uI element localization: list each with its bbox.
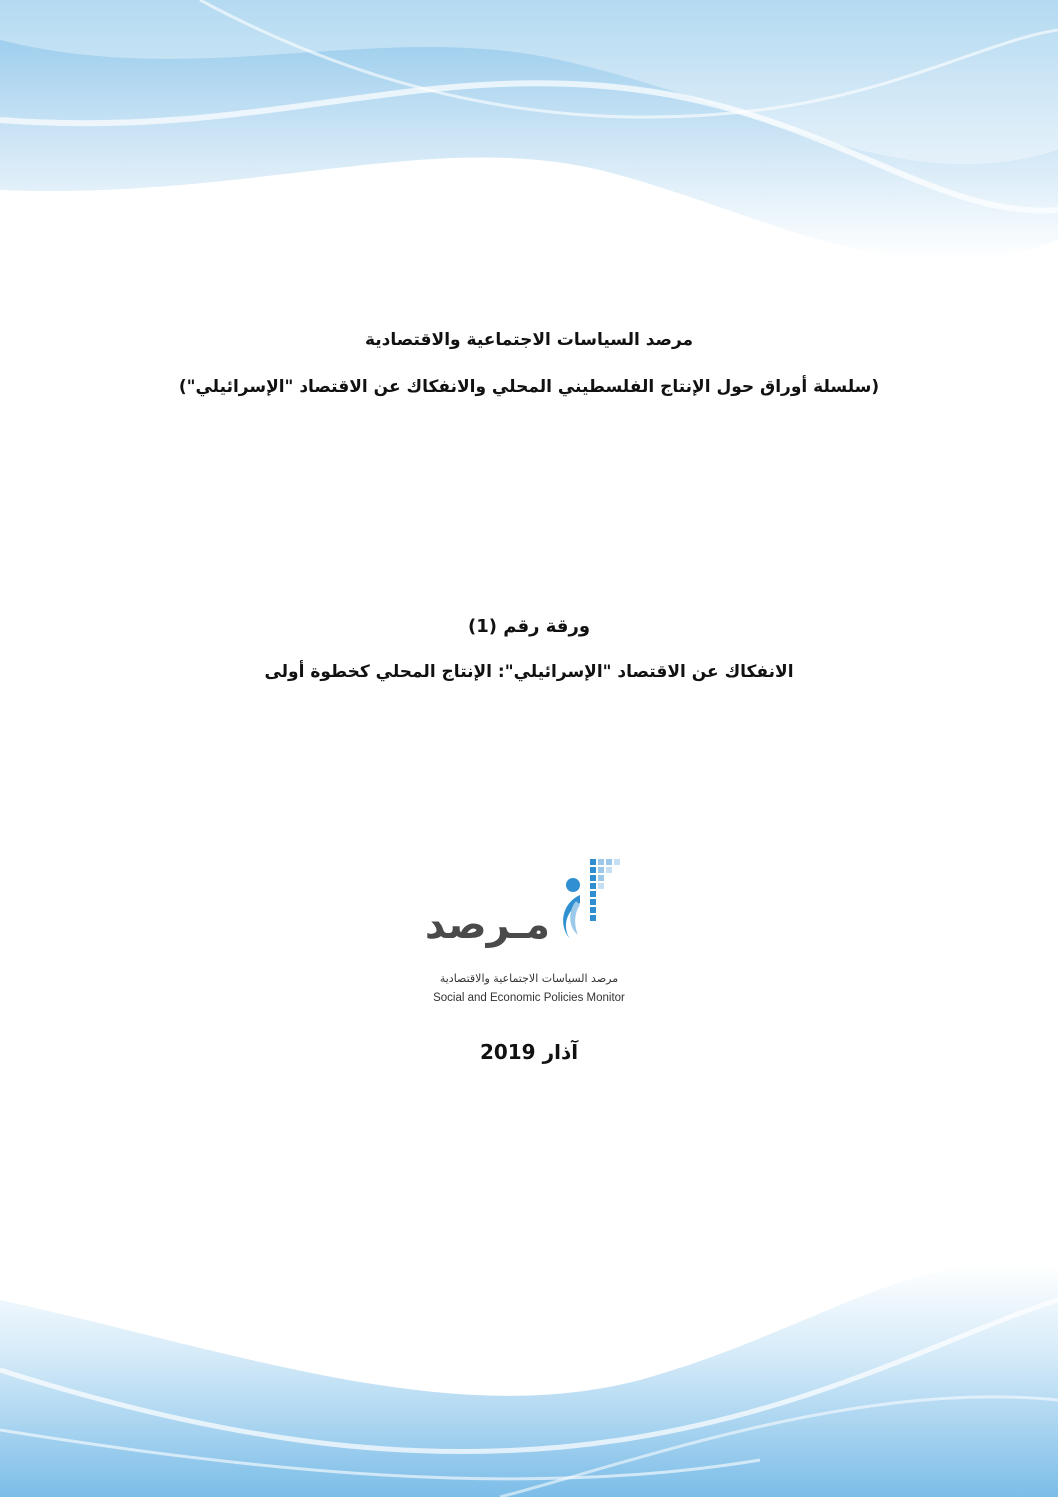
logo-pixel-grid xyxy=(590,859,620,921)
logo-arabic-name: مرصد السياسات الاجتماعية والاقتصادية xyxy=(439,972,619,985)
logo-wordmark: مـرصد xyxy=(424,902,550,948)
logo-head-icon xyxy=(566,878,580,892)
logo-figure-icon xyxy=(540,855,630,950)
organization-title: مرصد السياسات الاجتماعية والاقتصادية xyxy=(364,330,694,350)
paper-title: الانفكاك عن الاقتصاد "الإسرائيلي": الإنتاج المحلي كخطوة أولى xyxy=(264,662,794,682)
series-title: (سلسلة أوراق حول الإنتاج الفلسطيني المحلي والانفكاك عن الاقتصاد "الإسرائيلي") xyxy=(178,377,880,397)
publication-date: آذار 2019 xyxy=(479,1040,579,1064)
paper-number: ورقة رقم (1) xyxy=(467,616,591,637)
logo-english-name: Social and Economic Policies Monitor xyxy=(433,992,625,1004)
